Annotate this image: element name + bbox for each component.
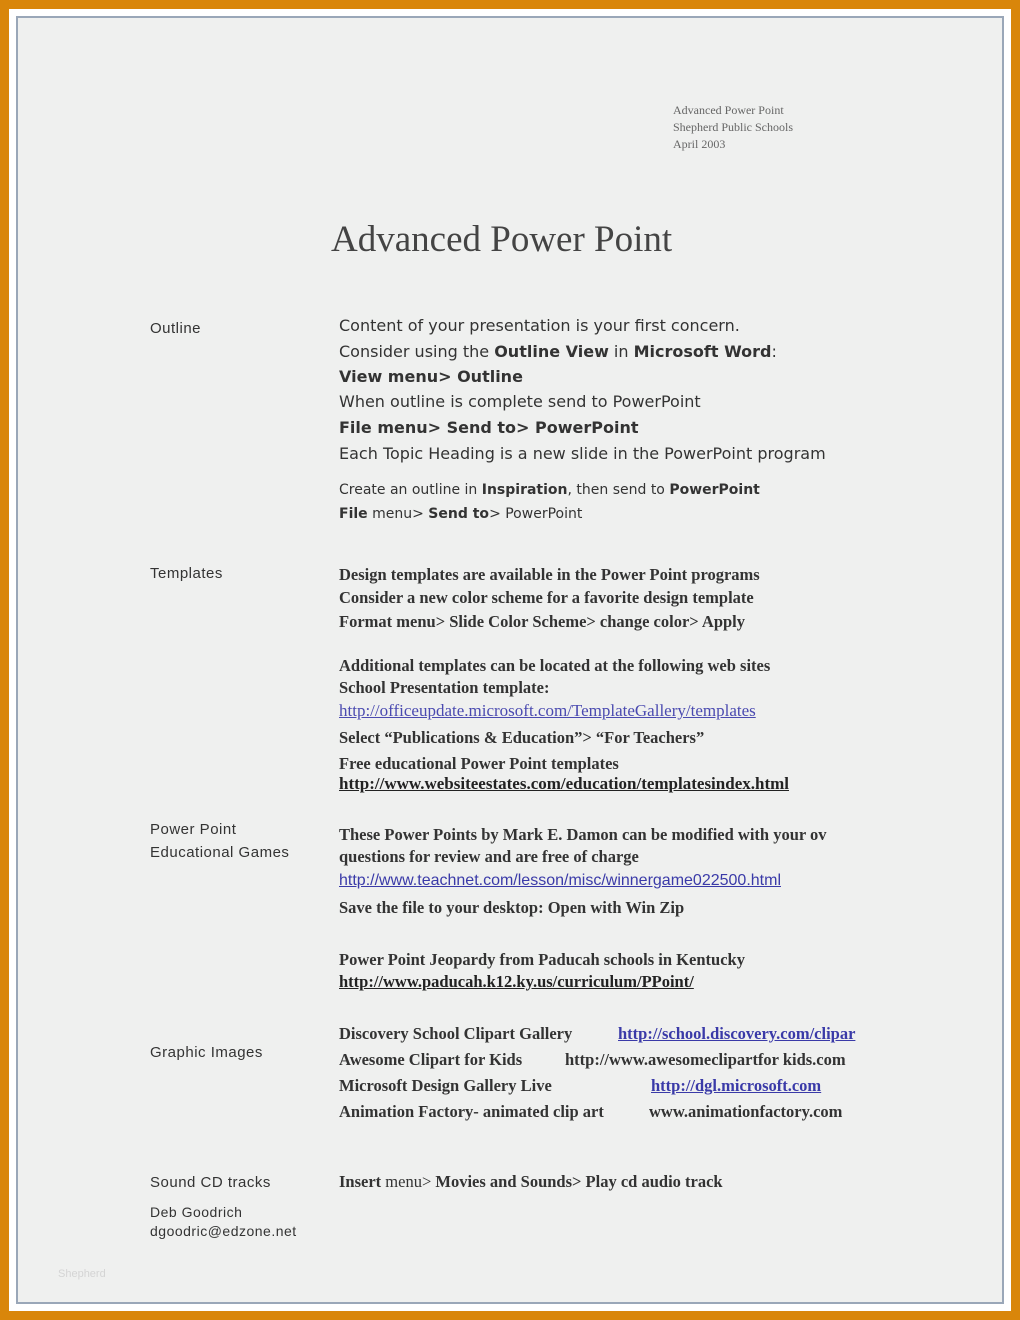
header-line-2: Shepherd Public Schools — [673, 120, 793, 134]
header-note — [673, 102, 793, 153]
outline-line-6: Each Topic Heading is a new slide in the PowerPoint program — [339, 444, 826, 463]
header-line-1: Advanced Power Point — [673, 103, 784, 117]
section-label-outline: Outline — [150, 320, 202, 337]
templates-line-1: Design templates are available in the Power Point programs — [339, 565, 760, 584]
graphics-row-name: Animation Factory- animated clip art — [339, 1102, 604, 1121]
section-label-templates: Templates — [150, 565, 223, 582]
outline-line-5: File menu> Send to> PowerPoint — [339, 418, 639, 437]
section-label-games-2: Educational Games — [150, 844, 290, 861]
outline-line-8: File menu> Send to> PowerPoint — [339, 506, 583, 522]
graphics-row-link[interactable]: http://dgl.microsoft.com — [651, 1076, 822, 1095]
templates-line-2: Consider a new color scheme for a favorite design template — [339, 588, 754, 607]
graphics-row-link[interactable]: www.animationfactory.com — [649, 1102, 843, 1121]
templates-link-officeupdate[interactable]: http://officeupdate.microsoft.com/TemplateGallery/templates — [339, 701, 756, 720]
document-page — [16, 16, 1004, 1304]
section-label-graphics: Graphic Images — [150, 1044, 263, 1061]
author-name: Deb Goodrich — [150, 1204, 243, 1220]
header-line-3: April 2003 — [673, 137, 726, 151]
games-line-1: These Power Points by Mark E. Damon can be modified with your ov — [339, 825, 827, 844]
templates-line-4: Additional templates can be located at the following web sites — [339, 656, 771, 675]
games-line-4: Power Point Jeopardy from Paducah schools in Kentucky — [339, 950, 745, 969]
games-link-paducah[interactable]: http://www.paducah.k12.ky.us/curriculum/PPoint/ — [339, 972, 694, 991]
outline-line-7: Create an outline in Inspiration, then send to PowerPoint — [339, 482, 760, 498]
templates-line-3: Format menu> Slide Color Scheme> change color> Apply — [339, 612, 746, 631]
watermark: Shepherd — [58, 1268, 106, 1280]
sound-line: Insert menu> Movies and Sounds> Play cd audio track — [339, 1172, 723, 1191]
graphics-row-link[interactable]: http://www.awesomeclipartfor kids.com — [565, 1050, 846, 1069]
graphics-row-name: Discovery School Clipart Gallery — [339, 1024, 573, 1043]
outline-line-4: When outline is complete send to PowerPoint — [339, 392, 701, 411]
graphics-row-link[interactable]: http://school.discovery.com/clipar — [618, 1024, 856, 1043]
outline-line-2: Consider using the Outline View in Microsoft Word: — [339, 342, 777, 361]
templates-line-6: Select “Publications & Education”> “For Teachers” — [339, 728, 705, 747]
outline-line-1: Content of your presentation is your first concern. — [339, 316, 740, 335]
templates-link-websiteestates[interactable]: http://www.websiteestates.com/education/templatesindex.html — [339, 774, 789, 793]
games-line-2: questions for review and are free of charge — [339, 847, 639, 866]
author-email[interactable]: dgoodric@edzone.net — [150, 1223, 297, 1239]
graphics-row-name: Awesome Clipart for Kids — [339, 1050, 523, 1069]
games-link-teachnet[interactable]: http://www.teachnet.com/lesson/misc/winnergame022500.html — [339, 872, 781, 889]
section-label-games-1: Power Point — [150, 821, 237, 838]
templates-line-5: School Presentation template: — [339, 678, 550, 697]
games-line-3: Save the file to your desktop: Open with Win Zip — [339, 898, 685, 917]
page-title: Advanced Power Point — [331, 219, 673, 260]
section-label-sound: Sound CD tracks — [150, 1174, 271, 1191]
outline-line-3: View menu> Outline — [339, 367, 523, 386]
graphics-row-name: Microsoft Design Gallery Live — [339, 1076, 552, 1095]
templates-line-7: Free educational Power Point templates — [339, 754, 619, 773]
